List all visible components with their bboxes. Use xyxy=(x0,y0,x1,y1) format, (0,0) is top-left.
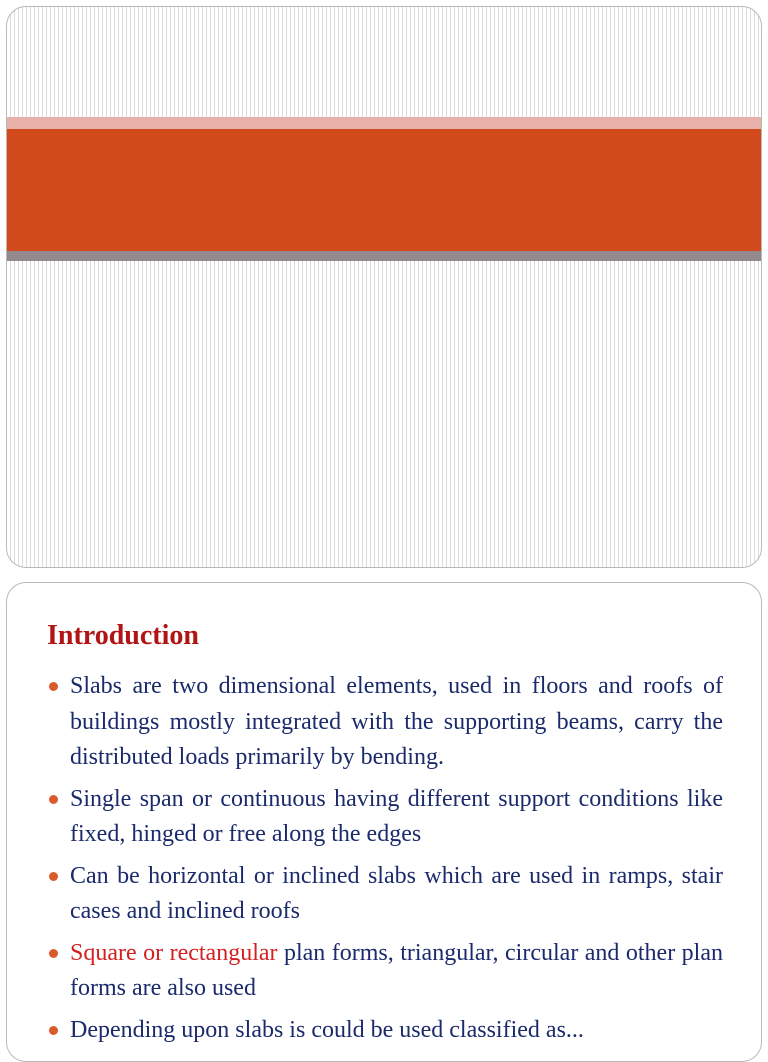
bullet-text: Single span or continuous having different support conditions like fixed, hinged or free along the edges xyxy=(70,785,723,847)
bullet-text: Can be horizontal or inclined slabs which are used in ramps, stair cases and inclined roofs xyxy=(70,862,723,924)
bullet-item xyxy=(47,936,723,1007)
bullet-dot-icon xyxy=(49,872,58,881)
title-band-light-stripe xyxy=(7,117,761,129)
bullet-item xyxy=(47,782,723,853)
bullet-dot-icon xyxy=(49,949,58,958)
title-slide xyxy=(6,6,762,568)
bullet-item xyxy=(47,669,723,776)
bullet-item xyxy=(47,859,723,930)
bullet-text: Slabs are two dimensional elements, used in floors and roofs of buildings mostly integrated with the supporting beams, carry the distributed loads primarily by bending. xyxy=(70,673,723,770)
bullet-list xyxy=(47,669,723,1054)
bullet-text: plan forms, triangular, circular and other plan forms are also used xyxy=(70,939,723,1001)
bullet-dot-icon xyxy=(49,682,58,691)
bullet-item xyxy=(47,1013,723,1049)
bullet-dot-icon xyxy=(49,1026,58,1035)
slide-heading: Introduction xyxy=(47,620,199,651)
bullet-text: Depending upon slabs is could be used classified as... xyxy=(70,1016,584,1043)
title-band-dark-stripe xyxy=(7,251,761,261)
introduction-slide xyxy=(6,582,762,1062)
bullet-dot-icon xyxy=(49,795,58,804)
title-band-main xyxy=(7,129,761,251)
bullet-highlight-text: Square or rectangular xyxy=(70,939,278,966)
